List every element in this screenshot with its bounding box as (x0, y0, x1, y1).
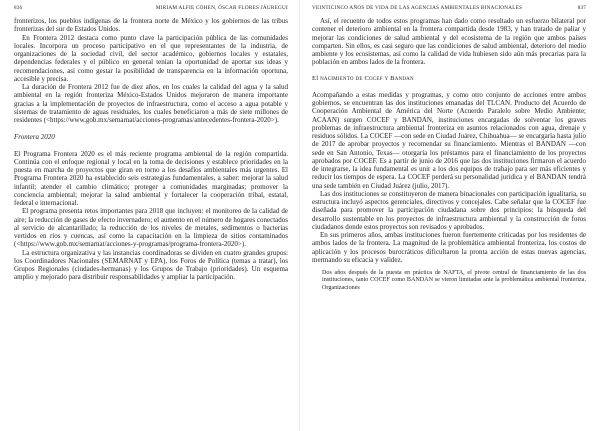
left-paragraph-4: El Programa Frontera 2020 es el más reciente programa ambiental de la región compartida. Continúa con el enfoque regional y local en la toma de decisiones y establece prioridades en la puesta en marcha de proyectos que giran en torno a los desafíos ambientales más urgentes. El Programa Frontera 2020 ha establecido seis estrategias fundamentales, a saber: mejorar la salud infantil; atender el cambio climático; proteger a comunidades marginadas; promover la conciencia ambiental; mejorar la salud ambiental y fortalecer la cooperación tribal, estatal, federal e internacional. (14, 149, 288, 207)
right-paragraph-2: Acompañando a estas medidas y programas, y como otro conjunto de acciones entre ambos gobiernos, se encuentran las dos instituciones emanadas del TLCAN. Producto del Acuerdo de Cooperación Ambiental de América del Norte (Acuerdo Paralelo sobre Medio Ambiente; ACAAN) surgen COCEF y BANDAN, instituciones encargadas de solventar los graves problemas de infraestructura ambiental fronteriza en asuntos relacionados con agua, drenaje y residuos sólidos. La COCEF —con sede en Ciudad Juárez, Chihuahua— se encargaría hasta julio de 2017 de aprobar proyectos y recomendar su financiamiento. Mientras el BANDAN —con sede en San Antonio, Texas— otorgaría los préstamos para el financiamiento de los proyectos aprobados por COCEF. Es a partir de junio de 2016 que las dos instituciones firmaron el acuerdo de integrarse, la idea fundamental es unir a los dos equipos de trabajo para ser más eficientes y reducir los tiempos de espera. La COCEF perderá su personalidad jurídica y el BANDAN tendrá una sede también en Ciudad Juárez (julio, 2017). (312, 90, 586, 190)
section-heading-nacimiento (312, 75, 586, 83)
right-running-header (312, 3, 586, 17)
right-running-head: VEINTICINCO AÑOS DE VIDA DE LAS AGENCIAS AMBIENTALES BINACIONALES (312, 5, 523, 11)
section-heading-prefix: El (312, 74, 319, 82)
right-paragraph-1: Así, el recuento de todos estos programas han dado como resultado un esfuerzo bilateral por contener el deterioro ambiental en la frontera compartida desde 1983, y han tratado de paliar y mejorar las condiciones de salud ambiental y del ecosistema de la región que ambos países comparten. Sin ellos, es casi seguro que las condiciones de salud ambiental, deterioro del medio ambiente y los ecosistemas, así como la calidad de vida hubiesen sido aún más precarias para la población en ambos lados de la frontera. (312, 17, 586, 67)
footnote-text: Dos años después de la puesta en práctica de NAFTA, el pivote central de financiamiento de las dos instituciones, tanto COCEF como BANDAN se vieron limitadas ante la problemática ambiental fronteriza. Organizaciones (322, 270, 586, 291)
left-page-number: 836 (14, 5, 23, 11)
right-page (300, 0, 600, 431)
right-paragraph-3: Las dos instituciones se constituyeron de manera binacionales con participación igualitaria, su estructura incluyó aspectos gerenciales, directivos y concejales. Cabe señalar que la COCEF fue diseñada para promover la participación ciudadana sobre dos principios: la búsqueda del desarrollo sustentable en los proyectos de infraestructura ambiental y la construcción de foros ciudadanos donde estos proyectos son revisados y aprobados. (312, 189, 586, 231)
section-heading-rest: nacimiento de Cocef y Bandan (320, 74, 414, 82)
left-paragraph-1: fronterizos, los pueblos indígenas de la frontera norte de México y los gobiernos de las tribus fronterizas del sur de Estados Unidos. (14, 17, 288, 34)
left-paragraph-6: La estructura organizativa y las instancias coordinadoras se dividen en cuatro grandes grupos: los Coordinadores Nacionales (SEMARNAT y EPA), los Foros de Política (temas a tratar), los Grupos Regionales (ciudades-hermanas) y los Grupos de Trabajo (prioridades). Un esquema amplio y mejorado para distribuir responsabilidades y ampliar la participación. (14, 248, 288, 282)
section-heading-frontera-2020: Frontera 2020 (14, 133, 55, 142)
left-running-head: MIRIAM ALFIE COHEN, ÓSCAR FLORES JÁUREGUI (155, 5, 288, 11)
right-paragraph-4: En sus primeros años, ambas instituciones fueron fuertemente criticadas por los residentes de ambos lados de la frontera. La magnitud de la problemática ambiental fronteriza, los costos de aplicación y los procesos burocráticos dificultaron la pronta acción de estas nuevas agencias, mermando su eficacia y validez. (312, 231, 586, 264)
left-paragraph-3: La duración de Frontera 2012 fue de diez años, en los cuales la calidad del agua y la salud ambiental en la región fronteriza México-Estados Unidos mejoraron de manera importante gracias a la implementación de proyectos de infraestructura, como el acceso a agua potable y sistemas de tratamiento de aguas residuales, los cuales beneficiaron a más de siete millones de residentes (<https://www.gob.mx/semarnat/acciones-programas/antecedentes-frontera-2020>). (14, 83, 288, 124)
footnote (312, 270, 586, 292)
left-running-header (14, 3, 288, 17)
left-paragraph-2: En Frontera 2012 destaca como punto clave la participación pública de las comunidades locales. Incorpora un proceso participativo en el que representantes de la industria, de organizaciones de la sociedad civil, del sector académico, gobiernos locales y estatales, dependencias federales y el público en general tenían la oportunidad de aportar sus ideas y recomendaciones, así como gestar la posibilidad de transparencia en la información oportuna, accesible y precisa. (14, 33, 288, 83)
left-paragraph-5: El programa presenta retos importantes para 2018 que incluyen: el monitoreo de la calidad de aire; la reducción de gases de efecto invernadero; el aumento en el número de hogares conectados al servicio de alcantarillado; la reducción de los niveles de metales, sedimentos o bacterias vertidos en ríos y cuencas, así como la capacitación en la limpieza de sitios contaminados (<https://www.gob.mx/semarnat/acciones-y-programas/programa-frontera-2020>). (14, 207, 288, 249)
right-page-number: 837 (577, 5, 586, 11)
